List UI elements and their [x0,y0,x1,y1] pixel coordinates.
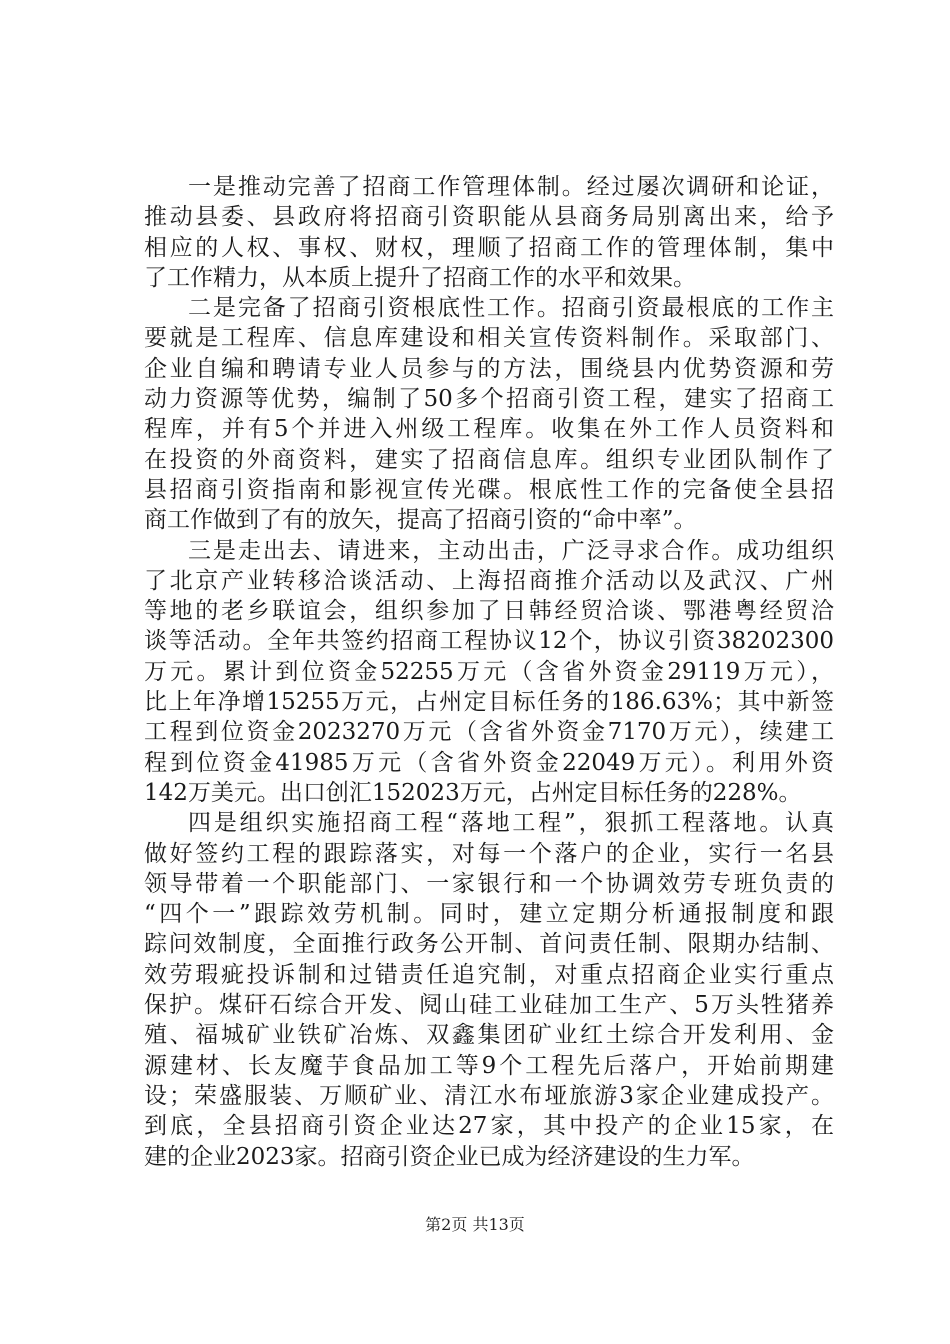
paragraph-3-line-3: 等地的老乡联谊会，组织参加了日韩经贸洽谈、鄂港粤经贸洽 [144,598,834,625]
paragraph-1-line-1: 一是推动完善了招商工作管理体制。经过屡次调研和论证， [188,174,834,200]
paragraph-4-line-10: 设；荣盛服装、万顺矿业、清江水布垭旅游3家企业建成投产。 [144,1082,834,1109]
paragraph-4-line-9: 源建材、长友魔芋食品加工等9个工程先后落户，开始前期建 [144,1052,834,1079]
paragraph-4-line-4: “四个一”跟踪效劳机制。同时，建立定期分析通报制度和跟 [144,901,834,928]
paragraph-2-line-3: 企业自编和聘请专业人员参与的方法，围绕县内优势资源和劳 [144,355,834,382]
paragraph-2-line-6: 在投资的外商资料，建实了招商信息库。组织专业团队制作了 [144,446,834,473]
paragraph-1-line-3: 相应的人权、事权、财权，理顺了招商工作的管理体制，集中 [144,234,834,261]
paragraph-3-line-9: 142万美元。出口创汇152023万元，占州定目标任务的228%。 [144,779,802,806]
paragraph-4-line-7: 保护。煤矸石综合开发、阋山硅工业硅加工生产、5万头牲猪养 [144,992,834,1019]
paragraph-4-line-3: 领导带着一个职能部门、一家银行和一个协调效劳专班负责的 [144,870,834,897]
paragraph-1-line-4: 了工作精力，从本质上提升了招商工作的水平和效果。 [144,264,696,291]
paragraph-2-line-5: 程库，并有5个并进入州级工程库。收集在外工作人员资料和 [144,416,834,443]
paragraph-4-line-11: 到底，全县招商引资企业达27家，其中投产的企业15家，在 [144,1113,834,1140]
body-text [144,172,834,1172]
page-number-label: 第2页 共13页 [425,1215,525,1234]
paragraph-2-line-2: 要就是工程库、信息库建设和相关宣传资料制作。采取部门、 [144,325,834,352]
paragraph-3-line-5: 万元。累计到位资金52255万元（含省外资金29119万元）， [144,658,834,685]
paragraph-3-line-4: 谈等活动。全年共签约招商工程协议12个，协议引资38202300 [144,628,834,655]
paragraph-2-line-8: 商工作做到了有的放矢，提高了招商引资的“命中率”。 [144,507,697,534]
paragraph-4-line-1: 四是组织实施招商工程“落地工程”，狠抓工程落地。认真 [188,810,834,837]
paragraph-2-line-1: 二是完备了招商引资根底性工作。招商引资最根底的工作主 [188,295,834,322]
paragraph-1-line-2: 推动县委、县政府将招商引资职能从县商务局别离出来，给予 [144,204,834,231]
paragraph-4-line-6: 效劳瑕疵投诉制和过错责任追究制，对重点招商企业实行重点 [144,961,834,988]
page-footer [0,1212,950,1235]
paragraph-4-line-2: 做好签约工程的跟踪落实，对每一个落户的企业，实行一名县 [144,840,834,867]
paragraph-2-line-4: 动力资源等优势，编制了50多个招商引资工程，建实了招商工 [144,386,834,413]
paragraph-4-line-12: 建的企业2023家。招商引资企业已成为经济建设的生力军。 [144,1143,755,1170]
paragraph-3-line-7: 工程到位资金2023270万元（含省外资金7170万元），续建工 [144,719,834,746]
paragraph-3-line-2: 了北京产业转移洽谈活动、上海招商推介活动以及武汉、广州 [144,567,834,594]
paragraph-3-line-6: 比上年净增15255万元，占州定目标任务的186.63%；其中新签 [144,689,834,716]
paragraph-2-line-7: 县招商引资指南和影视宣传光碟。根底性工作的完备使全县招 [144,476,834,503]
paragraph-3-line-8: 程到位资金41985万元（含省外资金22049万元）。利用外资 [144,749,834,776]
paragraph-4-line-5: 踪问效制度，全面推行政务公开制、首问责任制、限期办结制、 [144,931,834,958]
paragraph-4-line-8: 殖、福城矿业铁矿冶炼、双鑫集团矿业红土综合开发利用、金 [144,1022,834,1049]
paragraph-3-line-1: 三是走出去、请进来，主动出击，广泛寻求合作。成功组织 [188,537,834,564]
